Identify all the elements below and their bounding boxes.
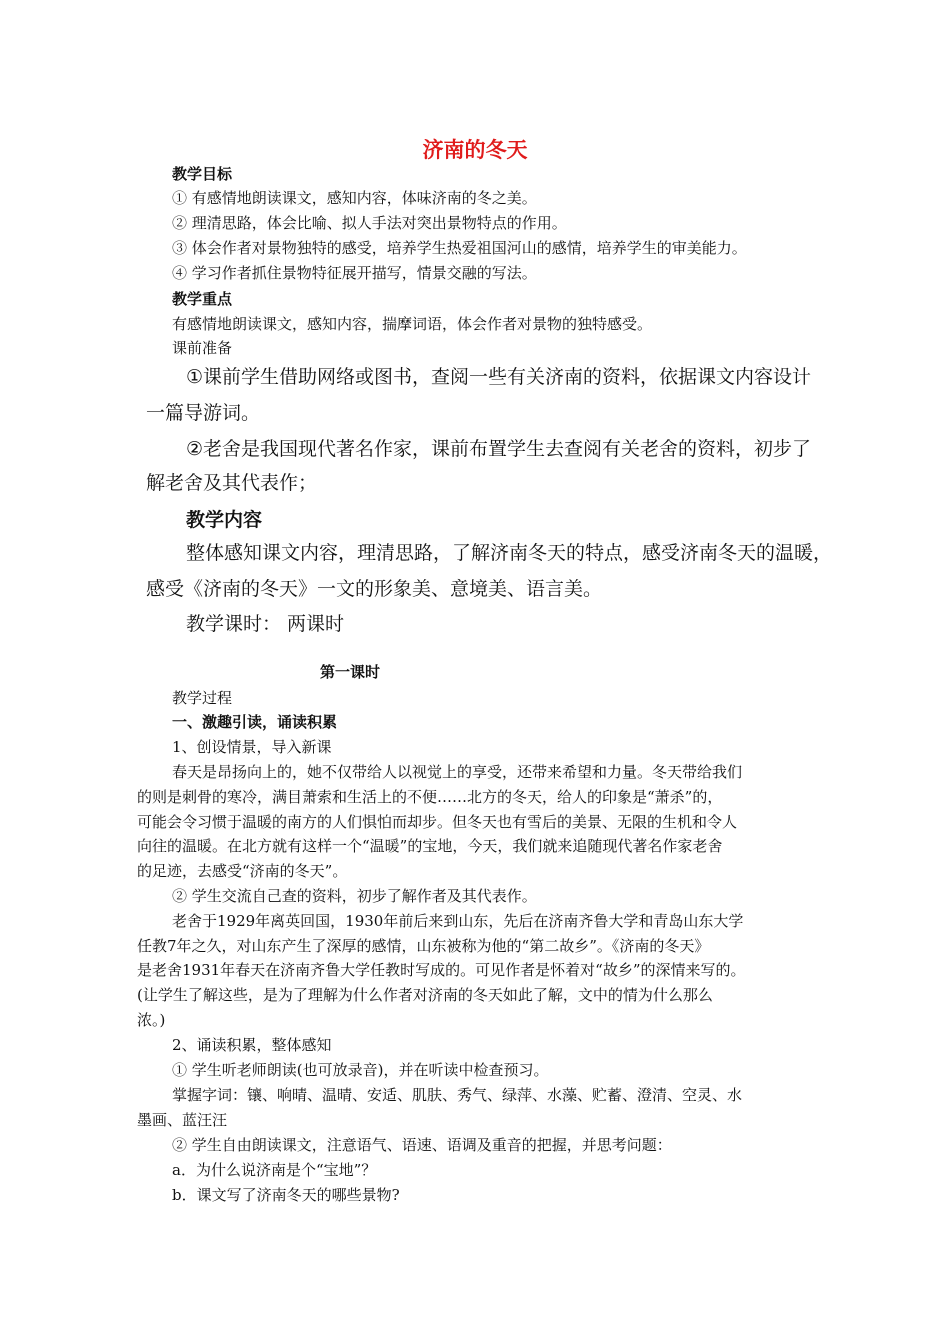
question-a: a．为什么说济南是个“宝地”？ bbox=[172, 1161, 377, 1179]
intro-para-line-4: 向往的温暖。在北方就有这样一个“温暖”的宝地，今天，我们就来追随现代著名作家老舍 bbox=[137, 837, 723, 855]
step-1-heading: 1、创设情景，导入新课 bbox=[172, 738, 332, 756]
question-b: b．课文写了济南冬天的哪些景物? bbox=[172, 1186, 400, 1204]
document-title: 济南的冬天 bbox=[422, 138, 528, 162]
focus-heading: 教学重点 bbox=[172, 290, 233, 308]
author-para-line-1: 老舍于1929年离英回国，1930年前后来到山东，先后在济南齐鲁大学和青岛山东大学 bbox=[172, 912, 744, 930]
intro-para-line-3: 可能会令习惯于温暖的南方的人们惧怕而却步。但冬天也有雪后的美景、无限的生机和令人 bbox=[137, 813, 738, 831]
prep-item-1-line-1: ①课前学生借助网络或图书，查阅一些有关济南的资料，依据课文内容设计 bbox=[186, 366, 812, 388]
focus-text: 有感情地朗读课文，感知内容，揣摩词语，体会作者对景物的独特感受。 bbox=[172, 315, 653, 333]
content-line-1: 整体感知课文内容，理清思路，了解济南冬天的特点，感受济南冬天的温暖， bbox=[186, 542, 833, 564]
intro-para-line-5: 的足迹，去感受“济南的冬天”。 bbox=[137, 862, 348, 880]
exchange-item: ② 学生交流自己查的资料，初步了解作者及其代表作。 bbox=[172, 887, 537, 905]
intro-para-line-1: 春天是昂扬向上的，她不仅带给人以视觉上的享受，还带来希望和力量。冬天带给我们 bbox=[172, 763, 743, 781]
author-para-line-2: 任教7年之久，对山东产生了深厚的感情，山东被称为他的“第二故乡”。《济南的冬天》 bbox=[137, 937, 710, 955]
intro-para-line-2: 的则是刺骨的寒冷，满目萧索和生活上的不便……北方的冬天，给人的印象是“萧杀”的， bbox=[137, 788, 723, 806]
author-para-line-5: 浓。) bbox=[137, 1011, 166, 1029]
vocab-line-1: 掌握字词：镶、响晴、温晴、安适、肌肤、秀气、绿萍、水藻、贮蓄、澄清、空灵、水 bbox=[172, 1086, 743, 1104]
goal-item-2: ② 理清思路，体会比喻、拟人手法对突出景物特点的作用。 bbox=[172, 214, 567, 232]
content-line-2: 感受《济南的冬天》一文的形象美、意境美、语言美。 bbox=[146, 578, 603, 600]
prep-item-2-line-2: 解老舍及其代表作； bbox=[146, 472, 318, 494]
author-para-line-4: (让学生了解这些，是为了理解为什么作者对济南的冬天如此了解，文中的情为什么那么 bbox=[137, 986, 713, 1004]
prep-heading: 课前准备 bbox=[172, 339, 233, 357]
lesson-hours: 教学课时： 两课时 bbox=[186, 613, 345, 635]
section-1-heading: 一、激趣引读，诵读积累 bbox=[172, 713, 338, 731]
prep-item-1-line-2: 一篇导游词。 bbox=[146, 402, 261, 424]
step-2-heading: 2、诵读积累，整体感知 bbox=[172, 1036, 332, 1054]
goals-heading: 教学目标 bbox=[172, 165, 233, 183]
lesson1-heading: 第一课时 bbox=[320, 663, 381, 681]
vocab-line-2: 墨画、蓝汪汪 bbox=[137, 1111, 228, 1129]
goal-item-3: ③ 体会作者对景物独特的感受，培养学生热爱祖国河山的感情，培养学生的审美能力。 bbox=[172, 239, 747, 257]
goal-item-1: ① 有感情地朗读课文，感知内容，体味济南的冬之美。 bbox=[172, 189, 537, 207]
content-heading: 教学内容 bbox=[186, 509, 263, 531]
goal-item-4: ④ 学习作者抓住景物特征展开描写，情景交融的写法。 bbox=[172, 264, 537, 282]
free-read-item: ② 学生自由朗读课文，注意语气、语速、语调及重音的把握，并思考问题： bbox=[172, 1136, 672, 1154]
author-para-line-3: 是老舍1931年春天在济南齐鲁大学任教时写成的。可见作者是怀着对“故乡”的深情来写的。 bbox=[137, 961, 746, 979]
prep-item-2-line-1: ②老舍是我国现代著名作家，课前布置学生去查阅有关老舍的资料，初步了 bbox=[186, 438, 812, 460]
process-heading: 教学过程 bbox=[172, 689, 233, 707]
listen-item: ① 学生听老师朗读(也可放录音)，并在听读中检查预习。 bbox=[172, 1061, 549, 1079]
